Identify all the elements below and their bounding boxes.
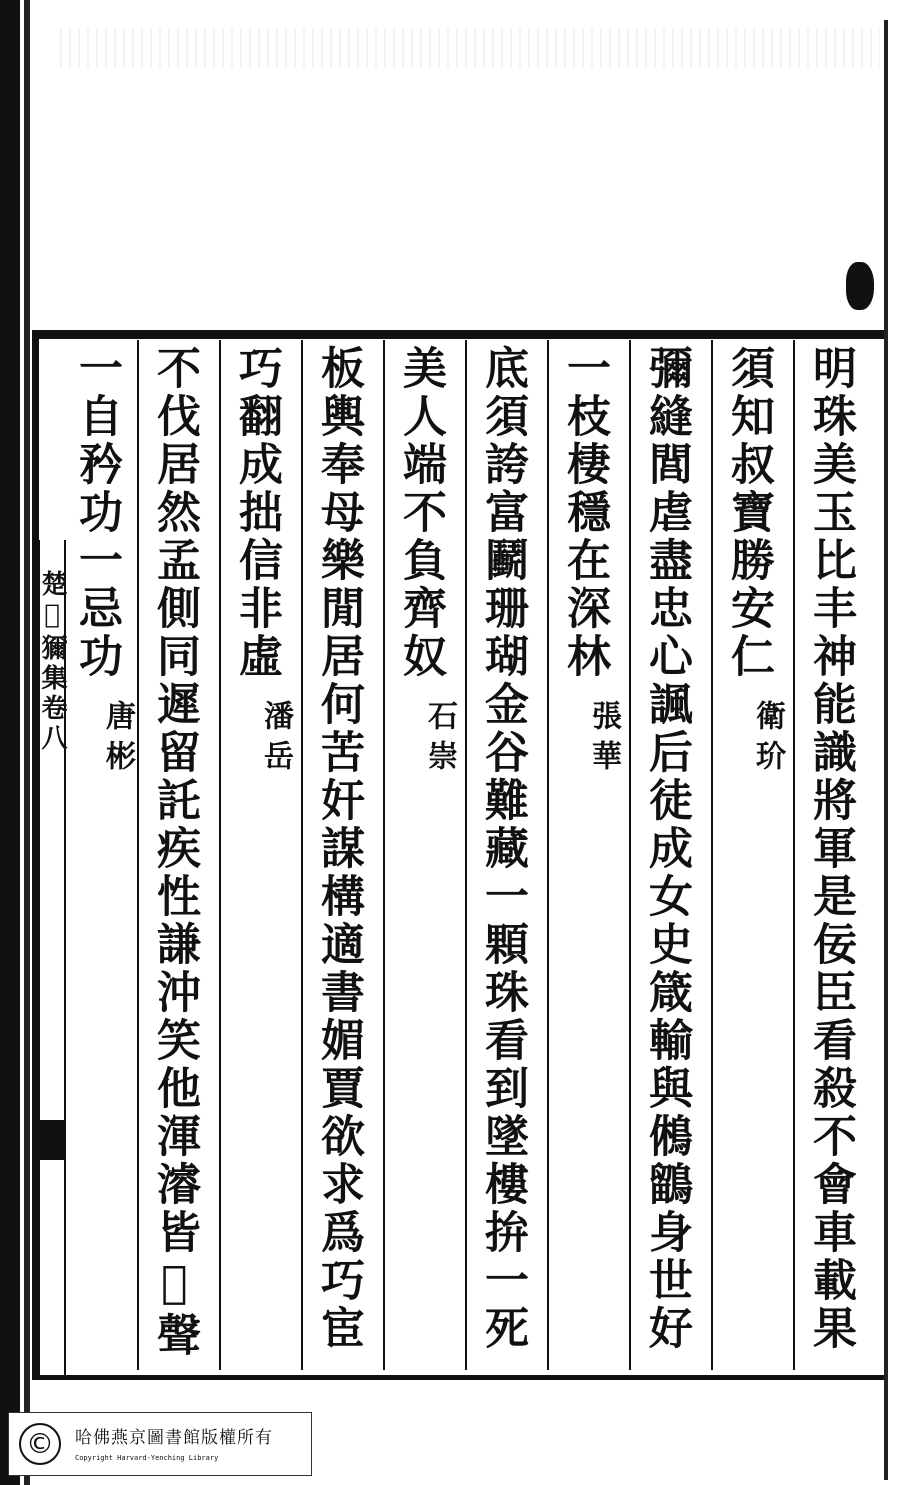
binding-edge-inner (24, 0, 30, 1485)
poem-column-7: 板輿奉母樂閒居何苦奸謀構適書媚賈欲求爲巧宦 (313, 345, 364, 1353)
block-heart-title: 楚𢧐獮集卷八 (37, 570, 67, 754)
ink-blot (846, 262, 874, 310)
column-rule (301, 340, 303, 1370)
poem-column-2: 須知叔寶勝安仁 (723, 345, 774, 681)
column-rule (219, 340, 221, 1370)
subject-note-4: 潘岳 (258, 700, 293, 780)
subject-note-1: 衛玠 (750, 700, 785, 780)
column-rule (547, 340, 549, 1370)
block-heart-fold-mark (38, 1120, 64, 1160)
page-right-edge (884, 20, 888, 1480)
column-rule (711, 340, 713, 1370)
poem-column-3: 彌縫閭虐盡忠心諷后徒成女史箴輸與鵂鶹身世好 (641, 345, 692, 1353)
column-rule (137, 340, 139, 1370)
copyright-english: Copyright Harvard-Yenching Library (75, 1454, 219, 1462)
binding-edge (0, 0, 20, 1485)
poem-column-8: 巧翻成拙信非虛 (231, 345, 282, 681)
poem-column-6: 美人端不負齊奴 (395, 345, 446, 681)
column-rule (793, 340, 795, 1370)
copyright-stamp (8, 1412, 312, 1476)
poem-column-10: 一自矜功一忌功 (71, 345, 122, 681)
column-rule (629, 340, 631, 1370)
column-rule (383, 340, 385, 1370)
upper-blank-margin (0, 0, 900, 330)
poem-column-5: 底須誇富鬬珊瑚金谷難藏一顆珠看到墜樓拚一死 (477, 345, 528, 1353)
subject-note-2: 張華 (586, 700, 621, 780)
subject-note-3: 石崇 (422, 700, 457, 780)
copyright-chinese: 哈佛燕京圖書館版權所有 (75, 1428, 273, 1448)
poem-column-4: 一枝棲穩在深林 (559, 345, 610, 681)
column-rule (465, 340, 467, 1370)
subject-note-5: 唐彬 (100, 700, 135, 780)
page-speckle (60, 28, 880, 68)
copyright-icon: © (19, 1423, 61, 1465)
poem-column-9: 不伐居然孟側同遲留託疾性謙沖笑他渾濬皆𢢸聲 (149, 345, 200, 1360)
poem-column-1: 明珠美玉比丰神能識將軍是佞臣看殺不會車載果 (805, 345, 856, 1353)
